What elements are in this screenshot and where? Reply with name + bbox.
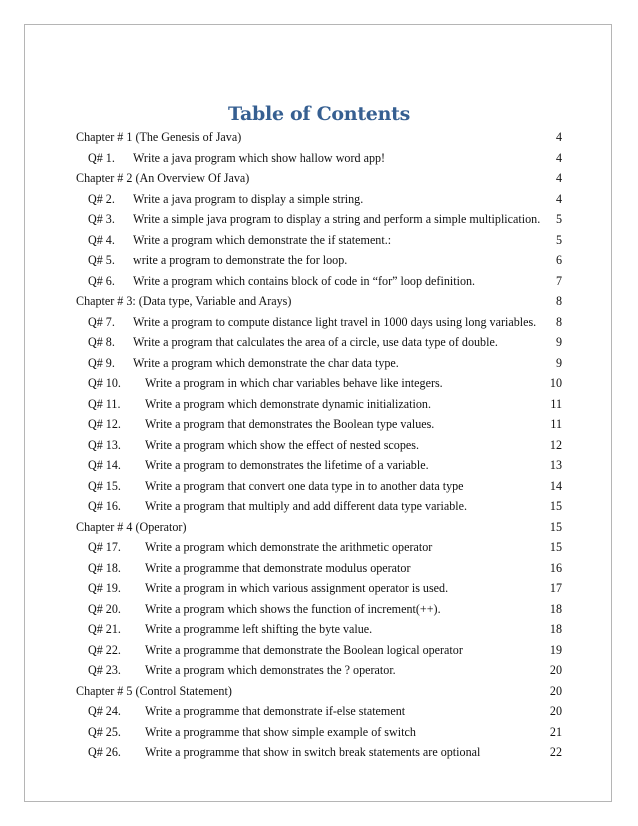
page-number: 19 (549, 642, 562, 657)
question-number: Q# 12. (88, 417, 121, 431)
chapter-title: Chapter # 1 (The Genesis of Java) (76, 130, 242, 144)
question-number: Q# 6. (88, 273, 115, 288)
page-number: 4 (555, 171, 562, 185)
toc-chapter-entry[interactable] (76, 681, 562, 702)
toc-question-entry[interactable] (76, 537, 562, 558)
question-title: Write a java program to display a simple string. (133, 191, 364, 206)
question-number: Q# 22. (88, 642, 121, 657)
question-number: Q# 9. (88, 355, 115, 370)
question-number: Q# 8. (88, 335, 115, 349)
question-number: Q# 25. (88, 724, 121, 739)
question-title: Write a programme that show in switch break statements are optional (145, 745, 481, 759)
toc-question-entry[interactable] (76, 250, 562, 271)
question-title: Write a program that demonstrates the Boolean type values. (145, 417, 435, 431)
page-number: 17 (549, 581, 562, 595)
page-number: 14 (549, 478, 562, 493)
question-title: Write a program in which char variables behave like integers. (145, 376, 443, 390)
question-number: Q# 21. (88, 622, 121, 636)
question-number: Q# 17. (88, 540, 121, 554)
page-number: 16 (549, 560, 562, 575)
toc-chapter-entry[interactable] (76, 127, 562, 148)
toc-question-entry[interactable] (76, 394, 562, 415)
toc-question-entry[interactable] (76, 558, 562, 579)
page-number: 9 (555, 335, 562, 349)
question-title: Write a program which demonstrate the if statement.: (133, 232, 392, 247)
toc-title: Table of Contents (228, 103, 410, 125)
toc-question-entry[interactable] (76, 312, 562, 333)
toc-question-entry[interactable] (76, 353, 562, 374)
question-number: Q# 4. (88, 232, 115, 247)
question-title: Write a program which show the effect of nested scopes. (145, 437, 419, 452)
toc-question-entry[interactable] (76, 332, 562, 353)
toc-question-entry[interactable] (76, 619, 562, 640)
toc-question-entry[interactable] (76, 435, 562, 456)
page-number: 4 (555, 130, 562, 144)
question-title: write a program to demonstrate the for loop. (133, 253, 348, 267)
page-number: 6 (555, 253, 562, 267)
toc-list (76, 127, 562, 763)
toc-question-entry[interactable] (76, 701, 562, 722)
question-number: Q# 24. (88, 704, 121, 718)
question-number: Q# 10. (88, 376, 121, 390)
page-number: 21 (549, 724, 562, 739)
chapter-title: Chapter # 4 (Operator) (76, 519, 187, 534)
page-number: 11 (550, 396, 562, 411)
page-number: 15 (549, 519, 562, 534)
page-number: 22 (549, 745, 562, 759)
question-number: Q# 26. (88, 745, 121, 759)
page-number: 15 (549, 540, 562, 554)
page-number: 20 (549, 704, 562, 718)
toc-question-entry[interactable] (76, 599, 562, 620)
question-title: Write a program which contains block of code in “for” loop definition. (133, 273, 476, 288)
toc-question-entry[interactable] (76, 414, 562, 435)
question-title: Write a program which shows the function of increment(++). (145, 601, 441, 616)
toc-question-entry[interactable] (76, 189, 562, 210)
toc-question-entry[interactable] (76, 496, 562, 517)
page-number: 20 (549, 663, 562, 677)
page-number: 20 (549, 683, 562, 698)
chapter-title: Chapter # 3: (Data type, Variable and Arays) (76, 294, 292, 308)
page-number: 9 (555, 355, 562, 370)
question-number: Q# 18. (88, 560, 121, 575)
page-number: 11 (550, 417, 562, 431)
chapter-title: Chapter # 5 (Control Statement) (76, 683, 232, 698)
question-title: Write a program which demonstrate dynamic initialization. (145, 396, 431, 411)
toc-question-entry[interactable] (76, 578, 562, 599)
question-number: Q# 2. (88, 191, 115, 206)
page-number: 8 (555, 314, 562, 329)
page-number: 15 (549, 499, 562, 513)
question-number: Q# 1. (88, 150, 115, 165)
question-title: Write a program which demonstrate the char data type. (133, 355, 399, 370)
toc-question-entry[interactable] (76, 476, 562, 497)
page-number: 7 (555, 273, 562, 288)
question-title: Write a simple java program to display a string and perform a simple multiplication. (133, 212, 541, 226)
toc-question-entry[interactable] (76, 271, 562, 292)
toc-question-entry[interactable] (76, 640, 562, 661)
toc-question-entry[interactable] (76, 455, 562, 476)
question-title: Write a java program which show hallow word app! (133, 150, 386, 165)
question-title: Write a program that calculates the area of a circle, use data type of double. (133, 335, 498, 349)
question-title: Write a programme left shifting the byte value. (145, 622, 373, 636)
toc-chapter-entry[interactable] (76, 291, 562, 312)
question-title: Write a program which demonstrate the arithmetic operator (145, 540, 433, 554)
question-title: Write a programme that show simple example of switch (145, 724, 416, 739)
question-title: Write a program in which various assignment operator is used. (145, 581, 449, 595)
page-number: 12 (549, 437, 562, 452)
question-title: Write a program to compute distance light travel in 1000 days using long variables. (133, 314, 537, 329)
question-number: Q# 13. (88, 437, 121, 452)
toc-chapter-entry[interactable] (76, 168, 562, 189)
toc-chapter-entry[interactable] (76, 517, 562, 538)
chapter-title: Chapter # 2 (An Overview Of Java) (76, 171, 250, 185)
question-number: Q# 3. (88, 212, 115, 226)
page-number: 5 (555, 232, 562, 247)
question-number: Q# 20. (88, 601, 121, 616)
page-number: 18 (549, 601, 562, 616)
question-number: Q# 7. (88, 314, 115, 329)
toc-question-entry[interactable] (76, 742, 562, 763)
toc-question-entry[interactable] (76, 230, 562, 251)
question-number: Q# 15. (88, 478, 121, 493)
toc-question-entry[interactable] (76, 148, 562, 169)
question-title: Write a program that convert one data type in to another data type (145, 478, 464, 493)
toc-question-entry[interactable] (76, 373, 562, 394)
page-number: 8 (555, 294, 562, 308)
page-number: 4 (555, 150, 562, 165)
page-number: 18 (549, 622, 562, 636)
question-number: Q# 19. (88, 581, 121, 595)
page-number: 13 (549, 458, 562, 472)
question-number: Q# 14. (88, 458, 121, 472)
toc-question-entry[interactable] (76, 722, 562, 743)
question-number: Q# 11. (88, 396, 121, 411)
page-number: 10 (549, 376, 562, 390)
question-number: Q# 23. (88, 663, 121, 677)
question-number: Q# 5. (88, 253, 115, 267)
question-title: Write a program to demonstrates the lifetime of a variable. (145, 458, 429, 472)
question-title: Write a programme that demonstrate if-else statement (145, 704, 406, 718)
page-number: 5 (555, 212, 562, 226)
toc-question-entry[interactable] (76, 660, 562, 681)
question-number: Q# 16. (88, 499, 121, 513)
question-title: Write a program that multiply and add different data type variable. (145, 499, 468, 513)
page-number: 4 (555, 191, 562, 206)
question-title: Write a program which demonstrates the ? operator. (145, 663, 396, 677)
question-title: Write a programme that demonstrate modulus operator (145, 560, 411, 575)
question-title: Write a programme that demonstrate the Boolean logical operator (145, 642, 463, 657)
toc-question-entry[interactable] (76, 209, 562, 230)
